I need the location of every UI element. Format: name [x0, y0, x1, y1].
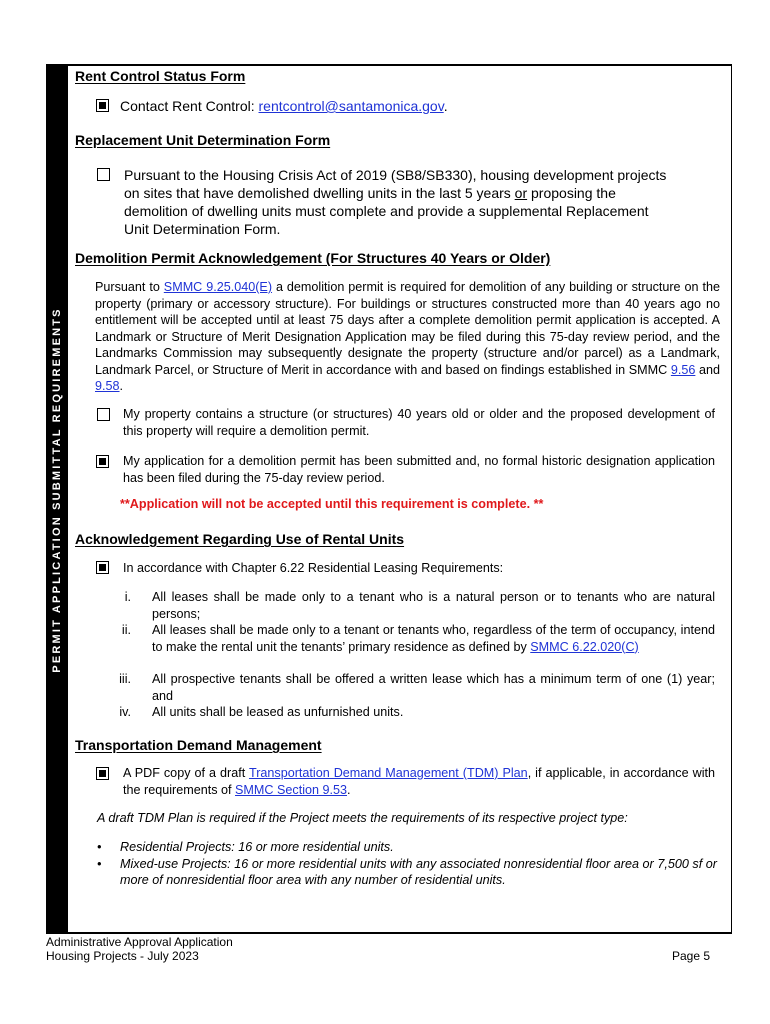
demolition-check-1-text: My property contains a structure (or structures) 40 years old or older and the proposed development of this property will require a demolition permit. — [123, 407, 715, 438]
rental-list-text-4: All units shall be leased as unfurnished units. — [152, 705, 404, 719]
smmc-9-56-link[interactable]: 9.56 — [670, 362, 696, 377]
demolition-check-2-text: My application for a demolition permit has been submitted and, no formal historic designation application has been filed during the 75-day review period. — [123, 454, 715, 485]
rental-heading: Acknowledgement Regarding Use of Rental Units — [75, 531, 405, 547]
tdm-bullet-2: • Mixed-use Projects: 16 or more residential units with any associated nonresidential floor area or 7,500 sf or more of nonresidential floor area with any number of residential units. — [97, 856, 717, 887]
footer-line-1: Administrative Approval Application — [46, 935, 233, 949]
footer-line-2: Housing Projects - July 2023 — [46, 949, 199, 963]
tdm-bullet-1: • Residential Projects: 16 or more residential units. — [97, 840, 394, 854]
tdm-heading: Transportation Demand Management — [75, 737, 322, 753]
replacement-heading: Replacement Unit Determination Form — [75, 132, 331, 148]
rent-control-suffix: . — [443, 98, 448, 114]
replacement-line-3: demolition of dwelling units must complete and provide a supplemental Replacement — [124, 203, 649, 219]
rent-control-email-link[interactable]: rentcontrol@santamonica.gov — [258, 98, 444, 114]
replacement-line-2: on sites that have demolished dwelling units in the last 5 years or proposing the — [124, 185, 616, 201]
rental-list-text-3: All prospective tenants shall be offered a written lease which has a minimum term of one (1) year; and — [152, 672, 715, 703]
replacement-line-1: Pursuant to the Housing Crisis Act of 2019 (SB8/SB330), housing development projects — [124, 167, 667, 183]
rent-control-item — [120, 97, 448, 115]
rent-control-heading: Rent Control Status Form — [75, 68, 246, 84]
tdm-bullets — [95, 839, 717, 889]
rental-list-num-2: ii. — [121, 623, 131, 637]
demolition-checkbox-1[interactable] — [97, 408, 110, 421]
tdm-checkbox[interactable] — [96, 767, 109, 780]
rent-control-checkbox[interactable] — [96, 99, 109, 112]
rental-list-text-1: All leases shall be made only to a tenant who is a natural person or to tenants who are natural persons; — [152, 590, 715, 621]
smmc-9-53-link[interactable]: SMMC Section 9.53 — [235, 782, 348, 797]
rental-item-text: In accordance with Chapter 6.22 Residential Leasing Requirements: — [123, 561, 504, 575]
replacement-text — [124, 166, 724, 238]
footer-info — [46, 935, 233, 963]
sidebar-label: PERMIT APPLICATION SUBMITTAL REQUIREMENTS — [51, 307, 63, 673]
tdm-item-text: A PDF copy of a draft Transportation Demand Management (TDM) Plan, if applicable, in accordance with the requirements of SMMC Section 9.53. — [123, 766, 715, 797]
demolition-paragraph: Pursuant to SMMC 9.25.040(E) a demolition permit is required for demolition of any building or structure on the property (primary or accessory structure). For buildings or structures constructed more than 40 years ago no entitlement will be accepted until at least 75 days after a complete demolition permit application is accepted. A Landmark or Structure of Merit Designation Application may be filed during this 75-day review period, and the Landmarks Commission may subsequently designate the property (structure and/or parcel) as a Landmark, Landmark Parcel, or Structure of Merit in accordance with and based on findings established in SMMC 9.56 and 9.58. — [95, 280, 721, 393]
rental-list-text-2: All leases shall be made only to a tenant or tenants who, regardless of the term of occupancy, intend to make the rental unit the tenants’ primary residence as defined by SMMC 6.22.020(C) — [152, 623, 715, 654]
demolition-checkbox-2[interactable] — [96, 455, 109, 468]
demolition-heading: Demolition Permit Acknowledgement (For Structures 40 Years or Older) — [75, 250, 551, 266]
smmc-9-58-link[interactable]: 9.58 — [95, 379, 120, 393]
rental-list-num-4: iv. — [119, 705, 131, 719]
smmc-6-22-020-link[interactable]: SMMC 6.22.020(C) — [530, 639, 639, 654]
smmc-9-25-040-link[interactable]: SMMC 9.25.040(E) — [163, 280, 273, 294]
tdm-note: A draft TDM Plan is required if the Project meets the requirements of its respective project type: — [97, 811, 628, 825]
demolition-warning: **Application will not be accepted until this requirement is complete. ** — [120, 497, 544, 511]
rent-control-text: Contact Rent Control: — [120, 98, 259, 114]
rental-checkbox[interactable] — [96, 561, 109, 574]
page-number: Page 5 — [672, 949, 711, 963]
replacement-checkbox[interactable] — [97, 168, 110, 181]
rental-list-num-1: i. — [124, 590, 131, 604]
tdm-plan-link[interactable]: Transportation Demand Management (TDM) Plan — [248, 766, 528, 780]
replacement-line-4: Unit Determination Form. — [124, 221, 281, 237]
rental-list-num-3: iii. — [119, 672, 131, 686]
